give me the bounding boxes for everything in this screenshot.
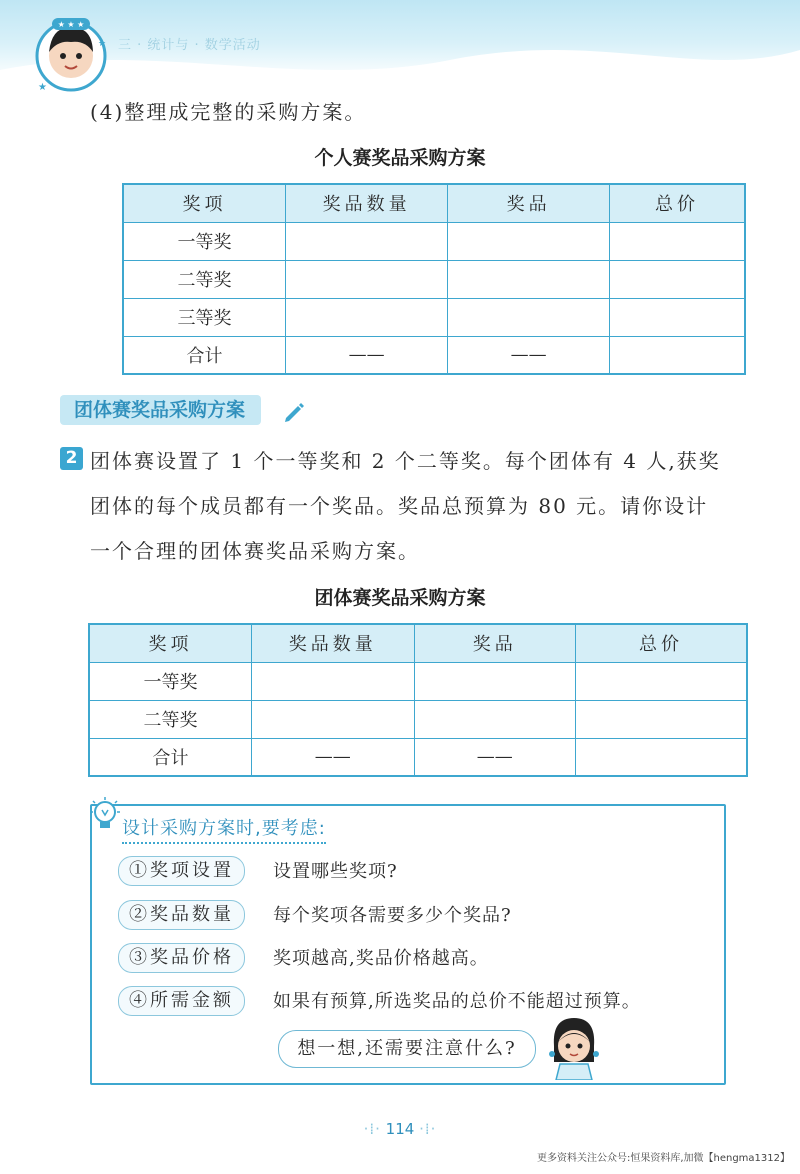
table1-header: 奖品 xyxy=(448,184,610,222)
tip-tag: ④所需金额 xyxy=(118,986,245,1016)
problem2-line2: 团体的每个成员都有一个奖品。奖品总预算为 80 元。请你设计 xyxy=(90,494,709,518)
problem2-line1: 团体赛设置了 1 个一等奖和 2 个二等奖。每个团体有 4 人,获奖 xyxy=(90,449,721,473)
table2-cell-total-label: 合计 xyxy=(89,738,251,776)
table-row xyxy=(123,298,745,336)
team-purchase-table xyxy=(88,623,748,777)
boy-mascot-icon xyxy=(30,12,112,94)
page-number-ornament-left: ·⁞· xyxy=(363,1120,381,1138)
footer-watermark-note: 更多资料关注公众号:恒果资料库,加微【hengma1312】 xyxy=(536,1153,790,1164)
table2-title: 团体赛奖品采购方案 xyxy=(314,587,486,609)
table-row xyxy=(89,700,747,738)
question-item-4: (4)整理成完整的采购方案。 xyxy=(90,100,367,124)
problem2-line3: 一个合理的团体赛奖品采购方案。 xyxy=(90,539,420,563)
individual-purchase-table xyxy=(122,183,746,375)
lightbulb-icon xyxy=(88,796,122,834)
table1-cell-input[interactable] xyxy=(609,336,745,374)
table1-cell-dash: —— xyxy=(285,336,447,374)
table1-cell-input[interactable] xyxy=(609,222,745,260)
table2-cell-input[interactable] xyxy=(414,700,576,738)
tip-description: 如果有预算,所选奖品的总价不能超过预算。 xyxy=(273,991,641,1012)
section-heading xyxy=(60,395,310,425)
table1-cell-input[interactable] xyxy=(285,260,447,298)
think-bubble: 想一想,还需要注意什么? xyxy=(278,1030,536,1068)
table1-cell-prize: 二等奖 xyxy=(123,260,285,298)
section-title: 团体赛奖品采购方案 xyxy=(60,395,261,425)
tip-description: 奖项越高,奖品价格越高。 xyxy=(273,948,489,969)
problem-number-badge: 2 xyxy=(60,447,83,470)
header-faint-text: 三 · 统计与 · 数学活动 xyxy=(118,38,261,53)
table1-cell-input[interactable] xyxy=(448,222,610,260)
table2-cell-dash: —— xyxy=(251,738,414,776)
tips-heading: 设计采购方案时,要考虑: xyxy=(122,814,326,844)
table2-cell-prize: 二等奖 xyxy=(89,700,251,738)
table2-header: 总价 xyxy=(576,624,747,662)
table1-title: 个人赛奖品采购方案 xyxy=(314,147,486,169)
table1-cell-input[interactable] xyxy=(285,298,447,336)
tip-description: 每个奖项各需要多少个奖品? xyxy=(273,905,512,926)
tip-tag: ①奖项设置 xyxy=(118,856,245,886)
tip-description: 设置哪些奖项? xyxy=(273,861,398,882)
table1-cell-input[interactable] xyxy=(609,260,745,298)
pencil-icon xyxy=(282,400,306,422)
table1-cell-input[interactable] xyxy=(285,222,447,260)
tip-tag: ③奖品价格 xyxy=(118,943,245,973)
table2-cell-input[interactable] xyxy=(576,662,747,700)
table2-cell-input[interactable] xyxy=(576,738,747,776)
table-row xyxy=(123,336,745,374)
table2-header: 奖品数量 xyxy=(251,624,414,662)
table2-header: 奖项 xyxy=(89,624,251,662)
table2-cell-input[interactable] xyxy=(576,700,747,738)
table1-cell-prize: 三等奖 xyxy=(123,298,285,336)
table1-cell-dash: —— xyxy=(448,336,610,374)
table1-cell-input[interactable] xyxy=(448,260,610,298)
table1-header: 奖品数量 xyxy=(285,184,447,222)
page-number xyxy=(0,1120,800,1138)
tips-box xyxy=(90,804,726,1085)
table-row xyxy=(123,222,745,260)
table1-header: 奖项 xyxy=(123,184,285,222)
girl-character-icon xyxy=(542,1012,606,1080)
tip-tag: ②奖品数量 xyxy=(118,900,245,930)
table-row xyxy=(89,662,747,700)
table2-header: 奖品 xyxy=(414,624,576,662)
table1-header: 总价 xyxy=(609,184,745,222)
table2-cell-input[interactable] xyxy=(251,700,414,738)
svg-text:★: ★ xyxy=(98,39,107,49)
svg-text:★ ★ ★: ★ ★ ★ xyxy=(57,20,85,29)
table-row xyxy=(123,260,745,298)
table2-cell-prize: 一等奖 xyxy=(89,662,251,700)
table2-cell-input[interactable] xyxy=(251,662,414,700)
table2-cell-dash: —— xyxy=(414,738,576,776)
table1-cell-input[interactable] xyxy=(448,298,610,336)
table1-cell-prize: 一等奖 xyxy=(123,222,285,260)
page-number-ornament-right: ·⁞· xyxy=(419,1120,437,1138)
page-number-text: 114 xyxy=(385,1120,415,1138)
table1-cell-input[interactable] xyxy=(609,298,745,336)
table1-cell-total-label: 合计 xyxy=(123,336,285,374)
table2-cell-input[interactable] xyxy=(414,662,576,700)
table-row xyxy=(89,738,747,776)
svg-text:★: ★ xyxy=(38,82,47,93)
